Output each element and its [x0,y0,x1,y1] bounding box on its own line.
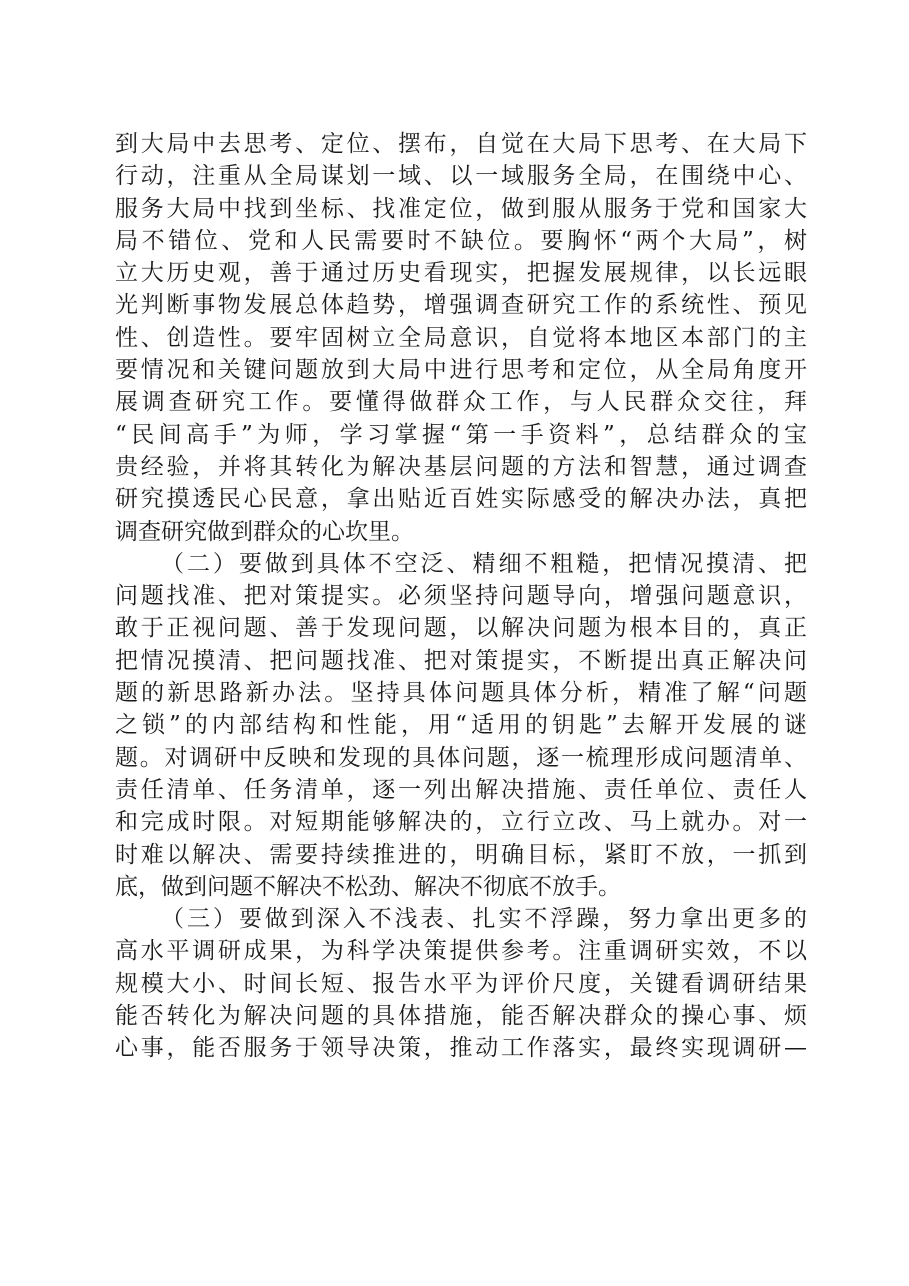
text-line: 高水平调研成果，为科学决策提供参考。注重调研实效，不以 [115,938,807,965]
text-line: 能否转化为解决问题的具体措施，能否解决群众的操心事、烦 [115,1003,807,1030]
text-line: 研究摸透民心民意，拿出贴近百姓实际感受的解决办法，真把 [115,486,807,513]
text-line: “民间高手”为师，学习掌握“第一手资料”，总结群众的宝 [115,421,807,448]
text-line: 贵经验，并将其转化为解决基层问题的方法和智慧，通过调查 [115,453,807,480]
paragraph-end-line: 调查研究做到群众的心坎里。 [115,518,414,545]
text-line: 题。对调研中反映和发现的具体问题，逐一梳理形成问题清单、 [115,744,807,771]
text-line: 要情况和关键问题放到大局中进行思考和定位，从全局角度开 [115,357,807,384]
text-line: 展调查研究工作。要懂得做群众工作，与人民群众交往，拜 [115,389,807,416]
document-body [115,128,807,1065]
text-line: 把情况摸清、把问题找准、把对策提实，不断提出真正解决问 [115,647,807,674]
text-line: 题的新思路新办法。坚持具体问题具体分析，精准了解“问题 [115,680,807,707]
paragraph-end-line: 底，做到问题不解决不松劲、解决不彻底不放手。 [115,873,621,900]
text-line: 局不错位、党和人民需要时不缺位。要胸怀“两个大局”，树 [115,227,807,254]
text-line: 心事，能否服务于领导决策，推动工作落实，最终实现调研— [115,1035,807,1062]
text-line: 责任清单、任务清单，逐一列出解决措施、责任单位、责任人 [115,776,807,803]
text-line: 规模大小、时间长短、报告水平为评价尺度，关键看调研结果 [115,970,807,997]
text-line: 时难以解决、需要持续推进的，明确目标，紧盯不放，一抓到 [115,841,807,868]
text-line: 立大历史观，善于通过历史看现实，把握发展规律，以长远眼 [115,260,807,287]
text-line: 之锁”的内部结构和性能，用“适用的钥匙”去解开发展的谜 [115,712,807,739]
text-line: 服务大局中找到坐标、找准定位，做到服从服务于党和国家大 [115,195,807,222]
text-line: 行动，注重从全局谋划一域、以一域服务全局，在围绕中心、 [115,163,807,190]
text-line: 到大局中去思考、定位、摆布，自觉在大局下思考、在大局下 [115,131,807,157]
section-heading-line: （三）要做到深入不浅表、扎实不浮躁，努力拿出更多的 [161,906,807,933]
text-line: 性、创造性。要牢固树立全局意识，自觉将本地区本部门的主 [115,324,807,351]
text-line: 光判断事物发展总体趋势，增强调查研究工作的系统性、预见 [115,292,807,319]
text-line: 敢于正视问题、善于发现问题，以解决问题为根本目的，真正 [115,615,807,642]
section-heading-line: （二）要做到具体不空泛、精细不粗糙，把情况摸清、把 [161,550,807,577]
text-line: 问题找准、把对策提实。必须坚持问题导向，增强问题意识， [115,583,807,610]
text-line: 和完成时限。对短期能够解决的，立行立改、马上就办。对一 [115,809,807,836]
